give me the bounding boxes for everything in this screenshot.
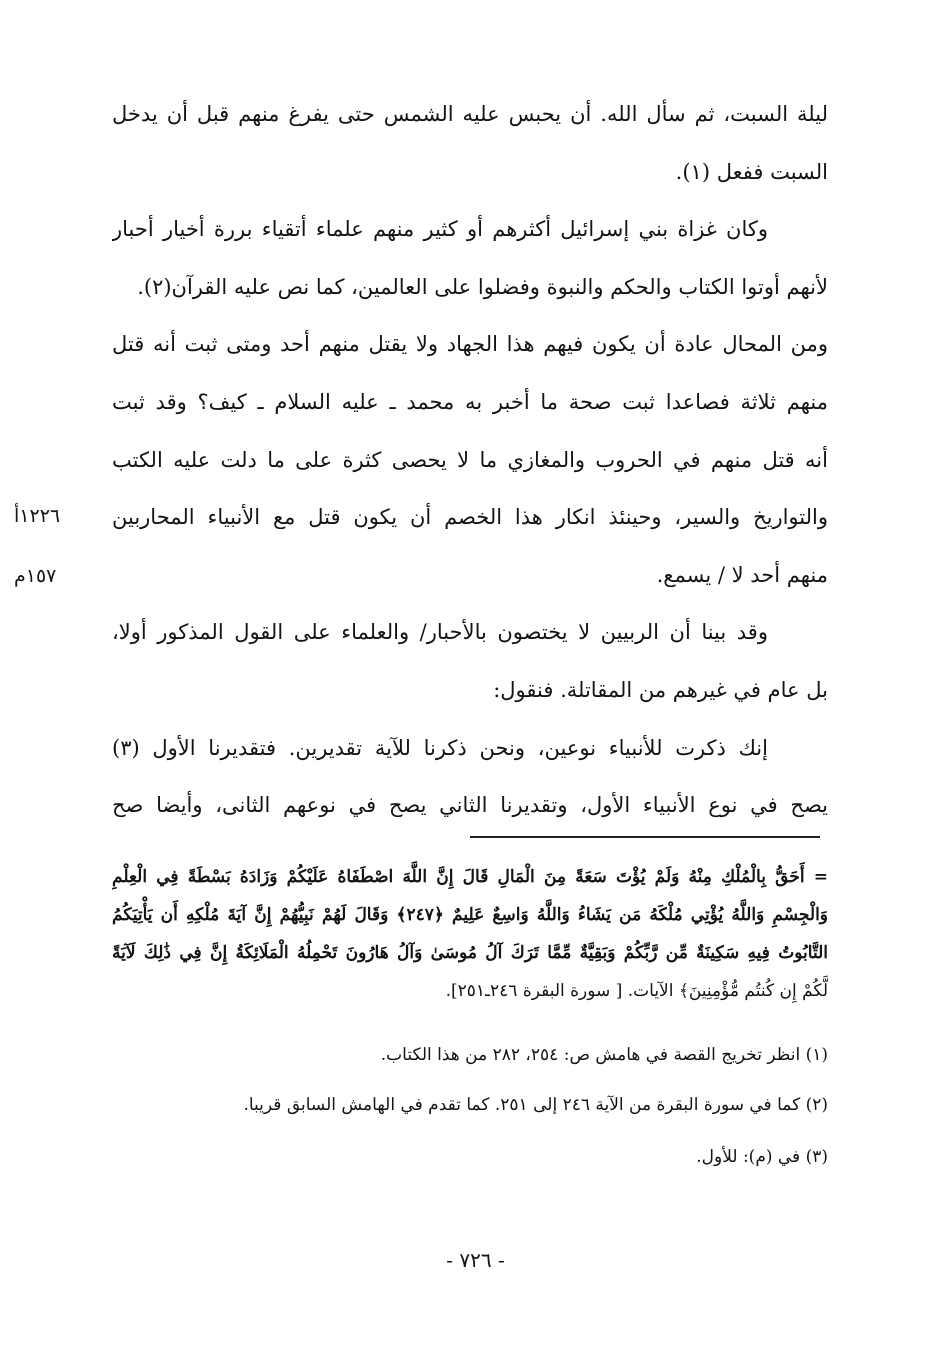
footnote-1: (١) انظر تخريج القصة في هامش ص: ٢٥٤، ٢٨٢ من هذا الكتاب. — [380, 1045, 828, 1065]
text-line: ومن المحال عادة أن يكون فيهم هذا الجهاد ولا يقتل منهم أحد ومتى ثبت أنه قتل — [112, 332, 828, 357]
main-text — [112, 86, 828, 835]
quran-text-line: لَّكُمْ إِن كُنتُم مُّؤْمِنِينَ﴾ الآيات. [ سورة البقرة ٢٤٦ـ٢٥١]. — [445, 981, 828, 1001]
text-line: يصح في نوع الأنبياء الأول، وتقديرنا الثاني يصح في نوعهم الثانى، وأيضا صح — [112, 793, 828, 818]
text-line: وكان غزاة بني إسرائيل أكثرهم أو كثير منهم علماء أتقياء بررة أخيار أحبار — [112, 217, 768, 242]
quran-text-line: وَالْجِسْمِ وَاللَّهُ يُؤْتِي مُلْكَهُ مَن يَشَاءُ وَاللَّهُ وَاسِعٌ عَلِيمٌ ﴿٢٤٧﴾ وَقَالَ لَهُمْ نَبِيُّهُمْ إِنَّ آيَةَ مُلْكِهِ أَن يَأْتِيَكُمُ — [112, 905, 828, 925]
quran-text-line: = أَحَقُّ بِالْمُلْكِ مِنْهُ وَلَمْ يُؤْتَ سَعَةً مِنَ الْمَالِ قَالَ إِنَّ اللَّهَ اصْطَفَاهُ عَلَيْكُمْ وَزَادَهُ بَسْطَةً فِي الْعِلْمِ — [112, 867, 828, 887]
text-line: منهم أحد لا / يسمع. — [656, 562, 828, 587]
text-line: بل عام في غيرهم من المقاتلة. فنقول: — [493, 677, 828, 702]
quran-text-line: التَّابُوتُ فِيهِ سَكِينَةٌ مِّن رَّبِّكُمْ وَبَقِيَّةٌ مِّمَّا تَرَكَ آلُ مُوسَىٰ وَآلُ هَارُونَ تَحْمِلُهُ الْمَلَائِكَةُ إِنَّ فِي ذَٰلِكَ لَآيَةً — [112, 943, 828, 963]
margin-manuscript-marker: ١٥٧م — [14, 565, 57, 587]
text-line: والتواريخ والسير، وحينئذ انكار هذا الخصم أن يكون قتل مع الأنبياء المحاربين — [112, 505, 828, 530]
footnote-3: (٣) في (م): للأول. — [696, 1147, 828, 1167]
margin-manuscript-marker: ١٢٢٦أ — [14, 505, 61, 527]
footnote-divider — [470, 836, 820, 838]
text-line: السبت ففعل (١). — [675, 159, 828, 184]
text-line: لأنهم أوتوا الكتاب والحكم والنبوة وفضلوا على العالمين، كما نص عليه القرآن(٢). — [137, 274, 828, 299]
page-number: - ٧٢٦ - — [446, 1248, 505, 1272]
text-line: إنك ذكرت للأنبياء نوعين، ونحن ذكرنا للآية تقديرين. فتقديرنا الأول (٣) — [112, 735, 768, 760]
text-line: وقد بينا أن الربيين لا يختصون بالأحبار/ والعلماء على القول المذكور أولا، — [112, 620, 768, 645]
text-line: منهم ثلاثة فصاعدا ثبت صحة ما أخبر به محمد ـ عليه السلام ـ كيف؟ وقد ثبت — [112, 389, 828, 414]
footnote-quran-continuation — [112, 858, 828, 1010]
text-line: أنه قتل منهم في الحروب والمغازي ما لا يحصى كثرة على ما دلت عليه الكتب — [112, 447, 828, 472]
footnote-2: (٢) كما في سورة البقرة من الآية ٢٤٦ إلى ٢٥١. كما تقدم في الهامش السابق قريبا. — [243, 1095, 828, 1115]
text-line: ليلة السبت، ثم سأل الله. أن يحبس عليه الشمس حتى يفرغ منهم قبل أن يدخل — [112, 102, 828, 126]
